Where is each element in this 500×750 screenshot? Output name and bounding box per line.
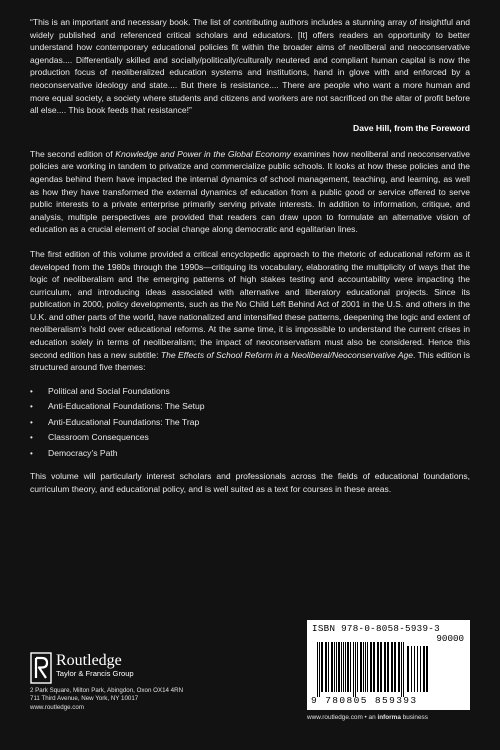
list-item: • Political and Social Foundations (30, 384, 470, 400)
publisher-block (30, 652, 280, 712)
book-title: Knowledge and Power in the Global Economy (115, 148, 291, 159)
description-lead: The second edition of (30, 148, 116, 159)
routledge-logo-icon (30, 652, 52, 684)
list-item: • Anti-Educational Foundations: The Setup (30, 399, 470, 415)
endorsement-quote: “This is an important and necessary book. The list of contributing authors includes a stunning array of insightful and widely published and referenced critical scholars and educators. [It] offers readers an opportunity to better understand how contemporary educational policies fit within the broader aims of neoliberal and neoconservative agendas.... Differentially skilled and socially/politically/culturally neutered and compliant human capital is now the production focus of neoliberalized education systems and institutions, hand in glove with and enforced by a neoconservative ideology and state.... But there is resistance.... There are people who want a more human and more equal society, a society where students and citizens and workers are not sacrificed on the altar of profit before all else.... This book feeds that resistance!” (30, 17, 470, 116)
book-subtitle: The Effects of School Reform in a Neoliberal/Neoconservative Age (160, 349, 414, 360)
bullet-icon: • (30, 402, 33, 412)
bullet-icon: • (30, 448, 33, 458)
bullet-icon: • (30, 417, 33, 427)
list-item: • Anti-Educational Foundations: The Trap (30, 415, 470, 431)
isbn-barcode (307, 620, 470, 710)
description-rest: examines how neoliberal and neoconservative policies are working in tandem to privatize and commercialize public schools. It looks at how these policies and the agendas behind them have impacted the internal dynamics of school management, teaching, and learning, as well as how they have transformed the external dynamics of education from a public good or service offered to serve public interests to a private enterprise primarily serving private interests. In addition to information, critique, and analysis, multiple perspectives are provided that readers can draw upon to formulate an alternative vision of education as a crucial element of social change along democratic and egalitarian lines. (30, 148, 470, 235)
footer-line: www.routledge.com • an informa business (307, 714, 428, 721)
list-item: • Classroom Consequences (30, 430, 470, 446)
history-lead: The first edition of this volume provided a critical encyclopedic approach to the rhetoric of educational reform as it developed from the 1980s through the 1990s—critiquing its vocabulary, elaborating the multiplicity of ways that the logic of neoliberalism and the emerging patterns of high stakes testing and accountability were impacting the curriculum, and introducing ideas associated with alternative and liberatory educational projects. Since its publication in 2000, policy developments, such as the No Child Left Behind Act of 2001 in the U.S. and others in the U.K. and other parts of the world, have nationalized and intensified these patterns, deepening the logic and extent of neoliberalism’s hold over educational reforms. At the same time, it is impossible to understand the current crises in education solely in terms of neoliberalism; the impact of neoconservatism must also be considered. Hence this second edition has a new subtitle: (30, 248, 470, 360)
list-item: • Democracy’s Path (30, 446, 470, 462)
publisher-logo (30, 652, 280, 684)
informa-brand: informa (377, 714, 401, 721)
barcode-digits: 9 780805 859393 (311, 695, 418, 706)
bullet-icon: • (30, 433, 33, 443)
price-addon: 90000 (436, 633, 464, 644)
edition-history-paragraph (30, 248, 470, 374)
audience-paragraph: This volume will particularly interest scholars and professionals across the fields of educational foundations, curriculum theory, and educational policy, and is well suited as a text for courses in these areas. (30, 471, 470, 494)
publisher-website[interactable]: www.routledge.com (30, 703, 84, 711)
publisher-name: Routledge (56, 652, 122, 669)
footer-site[interactable]: www.routledge.com (307, 714, 363, 721)
isbn-number: ISBN 978-0-8058-5939-3 (312, 623, 440, 634)
themes-list (30, 384, 470, 462)
publisher-group: Taylor & Francis Group (56, 669, 134, 678)
back-cover-text (30, 16, 470, 496)
description-paragraph (30, 148, 470, 236)
quote-attribution: Dave Hill, from the Foreword (353, 122, 470, 133)
publisher-address: 2 Park Square, Milton Park, Abingdon, Oxon OX14 4RN 711 Third Avenue, New York, NY 10017 www.routledge.com (30, 687, 280, 712)
bullet-icon: • (30, 386, 33, 396)
history-rest: . This edition is structured around five themes: (30, 349, 470, 373)
